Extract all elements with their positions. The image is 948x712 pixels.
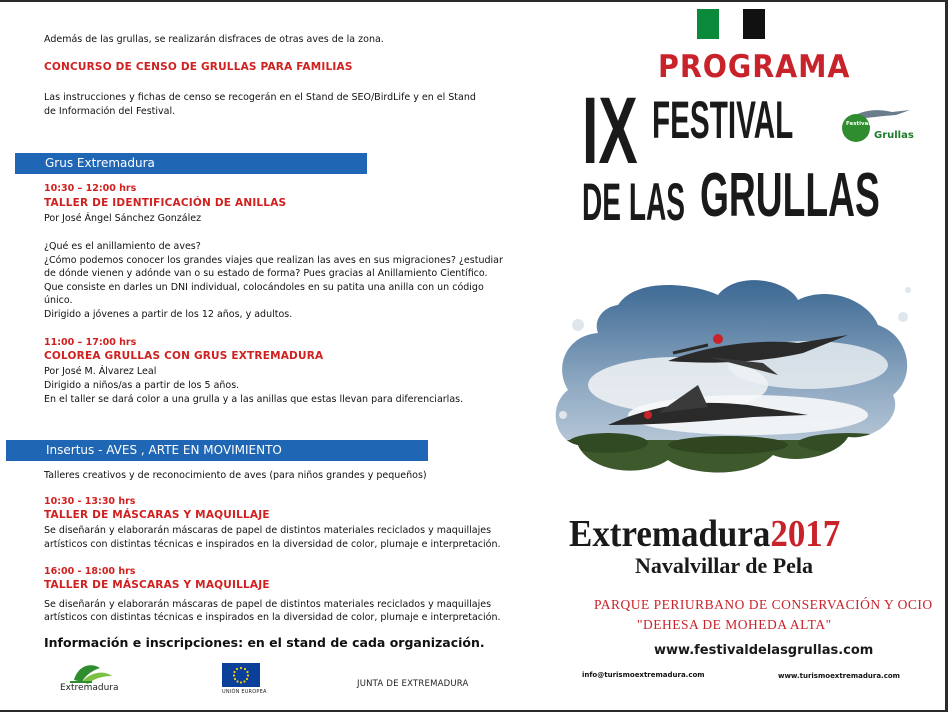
event1-desc1: ¿Cómo podemos conocer los grandes viajes que realizan las aves en sus migraciones? ¿estudiar bbox=[44, 255, 503, 266]
eu-flag-icon bbox=[222, 663, 260, 687]
event2-time: 11:00 – 17:00 hrs bbox=[44, 337, 137, 348]
event1-time: 10:30 – 12:00 hrs bbox=[44, 183, 137, 194]
event3-desc1: Se diseñarán y elaborarán máscaras de papel de distintos materiales reciclados y maquillajes bbox=[44, 525, 492, 536]
eu-label: UNIÓN EUROPEA bbox=[222, 689, 267, 695]
event1-desc4: único. bbox=[44, 295, 73, 306]
year-2017: 2017 bbox=[770, 513, 841, 555]
badge-small-text: Festival de las bbox=[846, 121, 891, 127]
event1-question: ¿Qué es el anillamiento de aves? bbox=[44, 241, 201, 252]
section-bar-grus bbox=[15, 153, 367, 174]
festival-website-link[interactable]: www.festivaldelasgrullas.com bbox=[654, 643, 874, 658]
parque-line1: PARQUE PERIURBANO DE CONSERVACIÓN Y OCIO bbox=[594, 597, 933, 612]
event1-desc5: Dirigido a jóvenes a partir de los 12 años, y adultos. bbox=[44, 309, 293, 320]
section2-intro: Talleres creativos y de reconocimiento de aves (para niños grandes y pequeños) bbox=[44, 470, 427, 481]
cranes-splash-illustration bbox=[548, 265, 928, 505]
location-town: Navalvillar de Pela bbox=[635, 553, 814, 578]
event3-time: 10:30 - 13:30 hrs bbox=[44, 496, 136, 507]
flag-stripe-white bbox=[719, 9, 743, 39]
extremadura-logo-label: Extremadura bbox=[60, 683, 119, 693]
event1-desc3: Que consiste en darles un DNI individual, colocándoles en su patita una anilla con un código bbox=[44, 282, 484, 293]
event2-desc2: En el taller se dará color a una grulla y a las anillas que estas llevan para diferenciarlas. bbox=[44, 394, 464, 405]
event2-title: COLOREA GRULLAS CON GRUS EXTREMADURA bbox=[44, 350, 324, 362]
event4-title: TALLER DE MÁSCARAS Y MAQUILLAJE bbox=[44, 579, 270, 591]
flag-stripe-black bbox=[743, 9, 765, 39]
event1-by: Por José Ángel Sánchez González bbox=[44, 213, 202, 224]
section-bar-insertus-label: Insertus - AVES , ARTE EN MOVIMIENTO bbox=[46, 443, 282, 457]
event1-title: TALLER DE IDENTIFICACIÓN DE ANILLAS bbox=[44, 197, 287, 209]
delas-word: DE LAS bbox=[582, 173, 686, 232]
extremadura-word: Extremadura bbox=[569, 513, 771, 555]
section-bar-insertus bbox=[6, 440, 428, 461]
event4-desc2: artísticos con distintas técnicas e inspirados en la diversidad de color, plumaje e interpretación. bbox=[44, 612, 501, 623]
contact-email-link[interactable]: info@turismoextremadura.com bbox=[582, 671, 705, 679]
festival-badge-logo bbox=[842, 106, 912, 150]
badge-circle bbox=[842, 114, 870, 142]
info-inscripciones: Información e inscripciones: en el stand de cada organización. bbox=[44, 635, 485, 650]
event3-desc2: artísticos con distintas técnicas e inspirados en la diversidad de color, plumaje e interpretación. bbox=[44, 539, 501, 550]
programa-heading: PROGRAMA bbox=[658, 49, 851, 85]
flag-stripe-green bbox=[697, 9, 719, 39]
event3-title: TALLER DE MÁSCARAS Y MAQUILLAJE bbox=[44, 509, 270, 521]
concurso-title: CONCURSO DE CENSO DE GRULLAS PARA FAMILIAS bbox=[44, 61, 353, 73]
intro-text: Además de las grullas, se realizarán disfraces de otras aves de la zona. bbox=[44, 34, 384, 45]
event2-by: Por José M. Álvarez Leal bbox=[44, 366, 157, 377]
event4-time: 16:00 - 18:00 hrs bbox=[44, 566, 136, 577]
grullas-word: GRULLAS bbox=[700, 161, 880, 230]
parque-line2: "DEHESA DE MOHEDA ALTA" bbox=[637, 617, 832, 632]
junta-label: JUNTA DE EXTREMADURA bbox=[357, 679, 469, 689]
festival-word: FESTIVAL bbox=[652, 91, 794, 150]
turismo-website-link[interactable]: www.turismoextremadura.com bbox=[778, 672, 900, 680]
badge-grullas-text: Grullas bbox=[874, 130, 914, 141]
edition-number: IX bbox=[582, 78, 638, 184]
event1-desc2: de dónde vienen y adónde van o su estado de forma? Pues gracias al Anillamiento Científico. bbox=[44, 268, 488, 279]
event2-desc1: Dirigido a niños/as a partir de los 5 años. bbox=[44, 380, 240, 391]
concurso-line2: de Información del Festival. bbox=[44, 106, 176, 117]
event4-desc1: Se diseñarán y elaborarán máscaras de papel de distintos materiales reciclados y maquillajes bbox=[44, 599, 492, 610]
extremadura-title bbox=[569, 512, 840, 556]
concurso-line1: Las instrucciones y fichas de censo se recogerán en el Stand de SEO/BirdLife y en el Stand bbox=[44, 92, 476, 103]
section-bar-grus-label: Grus Extremadura bbox=[45, 156, 155, 170]
